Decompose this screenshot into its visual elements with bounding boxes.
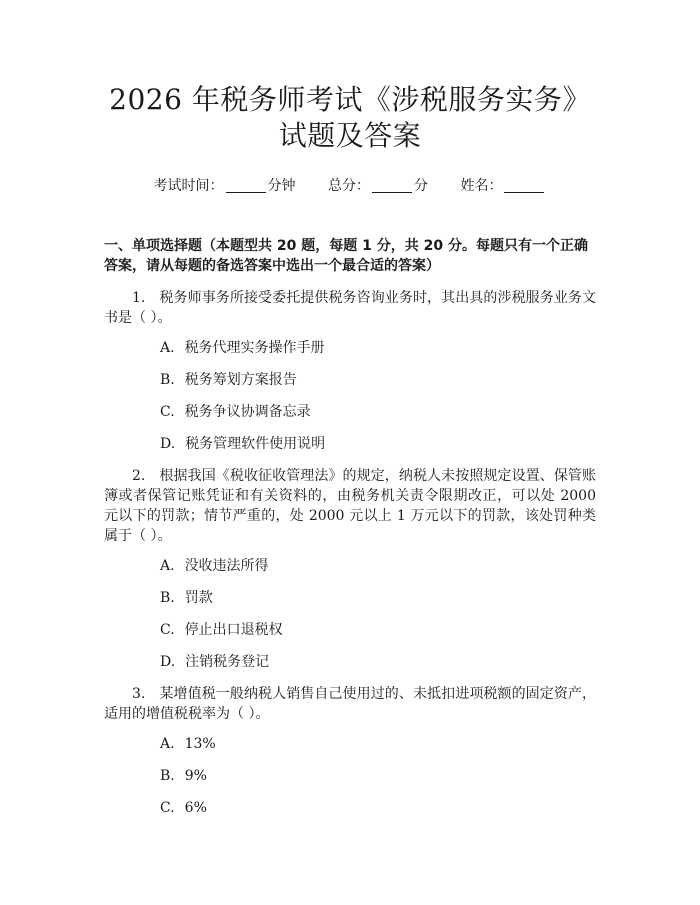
question-text: 税务师事务所接受委托提供税务咨询业务时，其出具的涉税服务业务文书是（ ）。 [104, 290, 596, 326]
option-a [160, 338, 596, 358]
document-title: 2026 年税务师考试《涉税服务实务》试题及答案 [109, 83, 591, 152]
question-3 [104, 684, 596, 724]
option-d [160, 652, 596, 672]
option-c [160, 798, 596, 818]
option-letter: B. [160, 372, 175, 388]
name-field [460, 178, 546, 194]
total-score-blank [372, 178, 412, 193]
option-text: 9% [184, 768, 207, 784]
exam-time-label: 考试时间： [153, 178, 224, 194]
question-number: 2. [132, 468, 146, 484]
total-score-unit: 分 [414, 178, 428, 194]
option-letter: A. [160, 340, 175, 356]
option-letter: D. [160, 654, 176, 670]
option-letter: D. [160, 436, 176, 452]
name-blank [504, 178, 544, 193]
option-text: 停止出口退税权 [184, 622, 283, 638]
exam-time-field [154, 178, 296, 194]
option-text: 税务管理软件使用说明 [185, 436, 326, 452]
option-a [160, 556, 596, 576]
question-3-options [104, 734, 596, 818]
question-1-options [104, 338, 596, 454]
option-text: 6% [184, 800, 207, 816]
question-2-options [104, 556, 596, 672]
option-b [160, 766, 596, 786]
option-letter: A. [160, 736, 175, 752]
option-d [160, 434, 596, 454]
option-text: 罚款 [184, 590, 213, 606]
option-text: 13% [184, 736, 216, 752]
section-title-single-choice: 一、单项选择题（本题型共 20 题，每题 1 分，共 20 分。每题只有一个正确答案，请从每题的备选答案中选出一个最合适的答案） [104, 238, 588, 274]
question-1 [104, 288, 596, 328]
question-number: 1. [132, 290, 146, 306]
option-b [160, 370, 596, 390]
name-label: 姓名： [460, 178, 503, 194]
option-letter: B. [160, 768, 175, 784]
exam-time-blank [226, 178, 266, 193]
question-2 [104, 466, 596, 546]
option-letter: C. [160, 800, 175, 816]
question-text: 某增值税一般纳税人销售自己使用过的、未抵扣进项税额的固定资产，适用的增值税税率为（ ）。 [104, 686, 596, 722]
total-score-label: 总分： [328, 178, 370, 194]
exam-time-unit: 分钟 [267, 178, 296, 194]
option-text: 税务争议协调备忘录 [184, 404, 311, 420]
option-text: 没收违法所得 [184, 558, 269, 574]
option-a [160, 734, 596, 754]
option-b [160, 588, 596, 608]
total-score-field [328, 178, 428, 194]
option-text: 税务筹划方案报告 [184, 372, 297, 388]
option-letter: C. [160, 404, 175, 420]
option-letter: A. [160, 558, 175, 574]
option-letter: C. [160, 622, 175, 638]
option-c [160, 402, 596, 422]
option-c [160, 620, 596, 640]
option-text: 注销税务登记 [185, 654, 270, 670]
option-text: 税务代理实务操作手册 [184, 340, 325, 356]
option-letter: B. [160, 590, 175, 606]
question-number: 3. [132, 686, 146, 702]
exam-meta [104, 176, 596, 196]
question-text: 根据我国《税收征收管理法》的规定，纳税人未按照规定设置、保管账簿或者保管记账凭证和有关资料的，由税务机关责令限期改正，可以处 2000 元以下的罚款；情节严重的，处 2000 元以上 1 万元以下的罚款，该处罚种类属于（ ）。 [104, 468, 596, 544]
